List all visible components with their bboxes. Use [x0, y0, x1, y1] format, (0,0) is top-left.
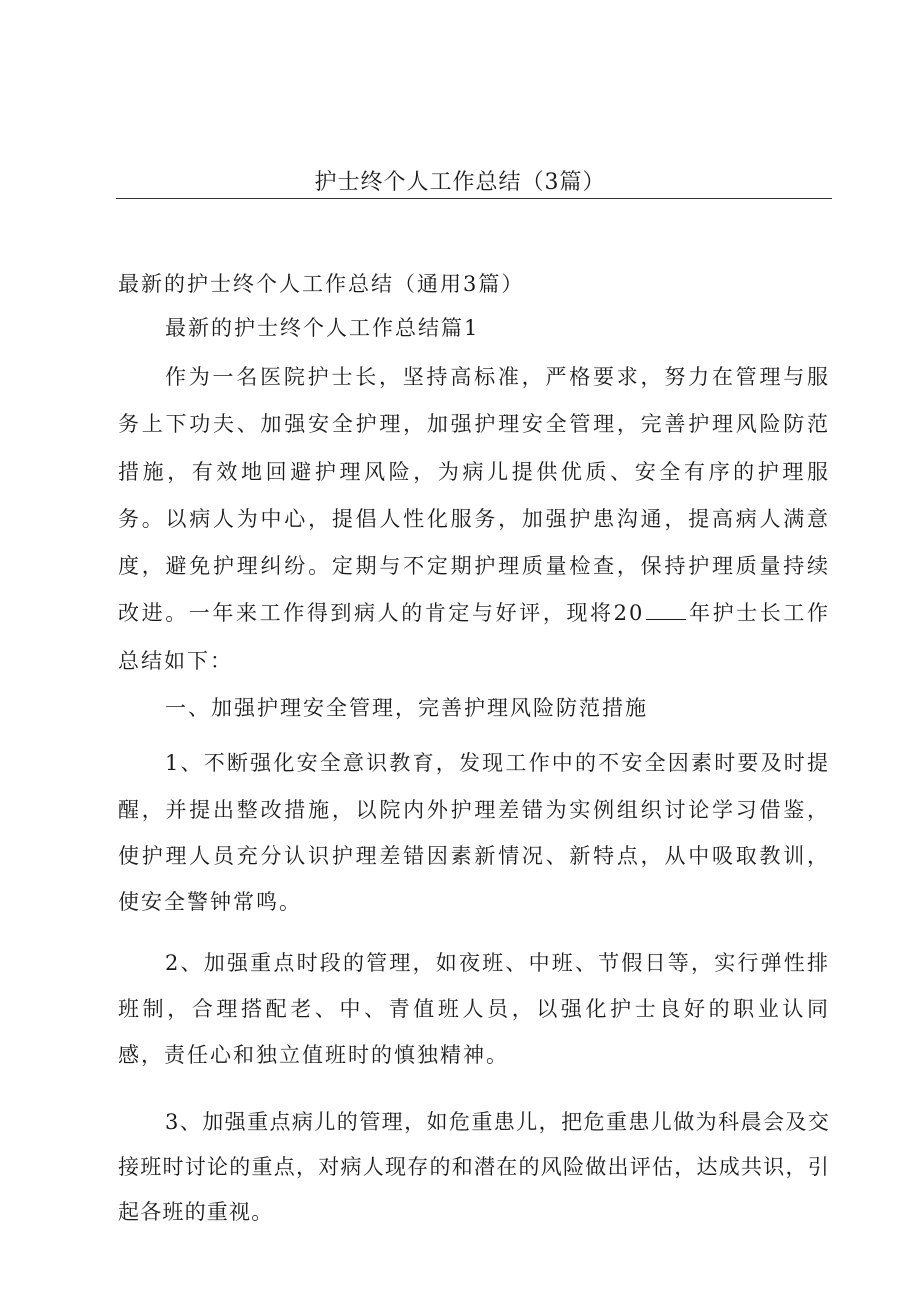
document-body: [118, 262, 830, 1235]
section-heading: 最新的护士终个人工作总结篇1: [165, 316, 480, 340]
intro-paragraph-tail: 年护士长工作总结如下：: [118, 601, 830, 673]
intro-paragraph-text: 作为一名医院护士长，坚持高标准，严格要求，努力在管理与服务上下功夫、加强安全护理，加强护理安全管理，完善护理风险防范措施，有效地回避护理风险，为病儿提供优质、安全有序的护理服务。以病人为中心，提倡人性化服务，加强护患沟通，提高病人满意度，避免护理纠纷。定期与不定期护理质量检查，保持护理质量持续改进。一年来工作得到病人的肯定与好评，现将20: [118, 365, 830, 626]
item-3-paragraph: 3、加强重点病儿的管理，如危重患儿，把危重患儿做为科晨会及交接班时讨论的重点，对病人现存的和潜在的风险做出评估，达成共识，引起各班的重视。: [118, 1110, 830, 1225]
item-1-paragraph: 1、不断强化安全意识教育，发现工作中的不安全因素时要及时提醒，并提出整改措施，以院内外护理差错为实例组织讨论学习借鉴，使护理人员充分认识护理差错因素新情况、新特点，从中吸取教训，使安全警钟常鸣。: [118, 751, 830, 915]
heading-1: 一、加强护理安全管理，完善护理风险防范措施: [165, 696, 648, 721]
title-divider: [116, 198, 832, 199]
item-2-paragraph: 2、加强重点时段的管理，如夜班、中班、节假日等，实行弹性排班制，合理搭配老、中、青值班人员，以强化护士良好的职业认同感，责任心和独立值班时的慎独精神。: [118, 950, 830, 1068]
intro-paragraph: [118, 354, 830, 685]
document-title: 护士终个人工作总结（3篇）: [314, 170, 606, 195]
year-blank: [646, 601, 686, 620]
document-subtitle: 最新的护士终个人工作总结（通用3篇）: [118, 272, 525, 296]
